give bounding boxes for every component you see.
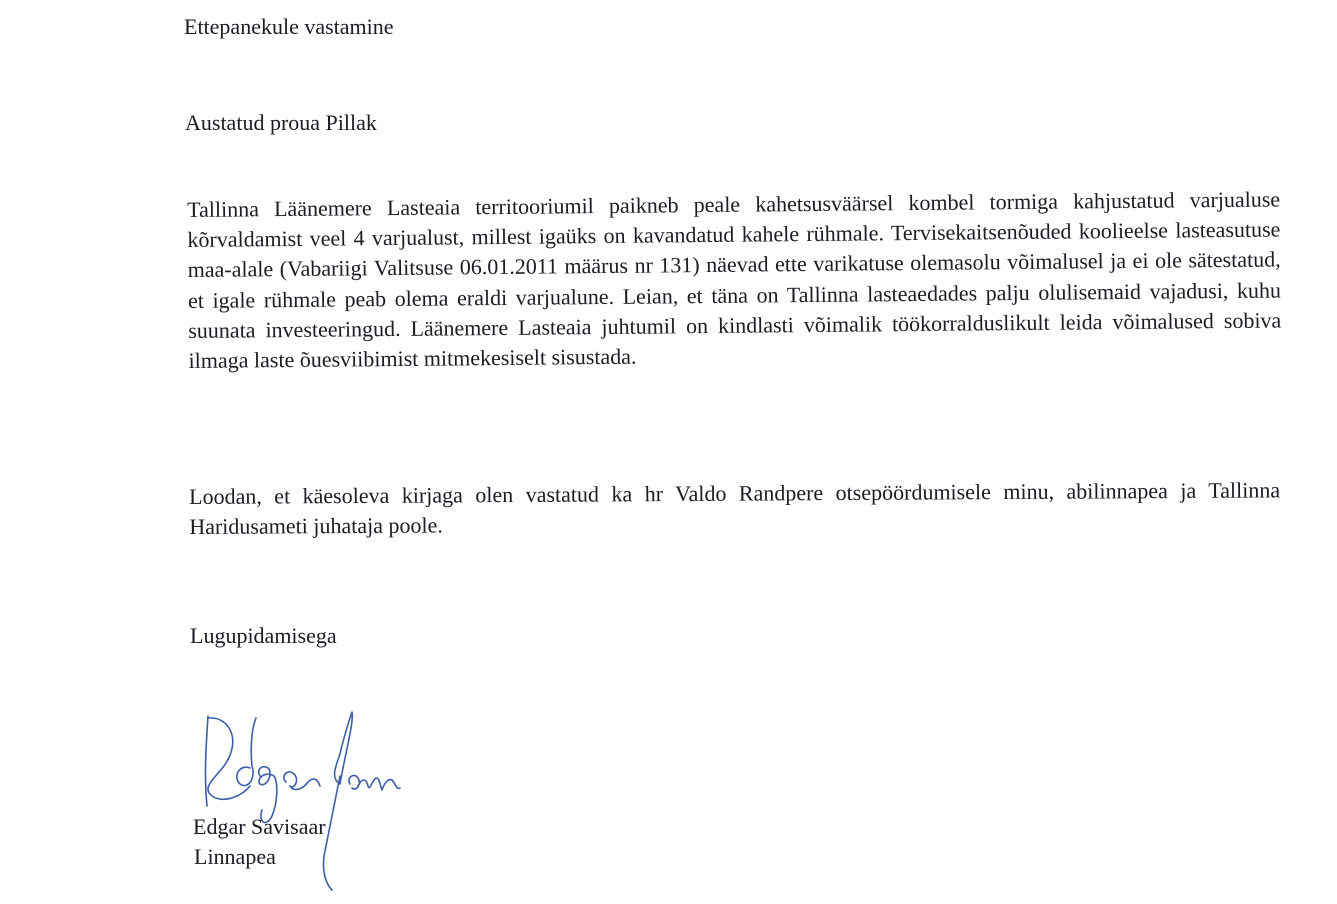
- closing: Lugupidamisega: [190, 623, 337, 648]
- body-paragraph-1: Tallinna Läänemere Lasteaia territooriumil paikneb peale kahetsusväärsel kombel tormiga kahjustatud varjualuse kõrvaldamist veel 4 varjualust, millest igaüks on kavandatud kahele rühmale. Tervisekaitsenõuded koolieelse lasteasutuse maa-alale (Vabariigi Valitsuse 06.01.2011 määrus nr 131) näevad ette varikatuse olemasolu võimalusel ja ei ole sätestatud, et igale rühmale peab olema eraldi varjualune. Leian, et täna on Tallinna lasteaedades palju olulisemaid vajadusi, kuhu suunata investeeringud. Läänemere Lasteaia juhtumil on kindlasti võimalik töökorralduslikult leida võimalused sobiva ilmaga laste õuesviibimist mitmekesiselt sisustada.: [187, 186, 1282, 374]
- body-paragraph-2: Loodan, et käesoleva kirjaga olen vastatud ka hr Valdo Randpere otsepöördumisele minu, abilinnapea ja Tallinna Haridusameti juhataja poole.: [189, 477, 1281, 540]
- letter-subject: Ettepanekule vastamine: [184, 14, 394, 39]
- signer-name: Edgar Savisaar: [193, 814, 326, 839]
- signer-title: Linnapea: [194, 844, 276, 869]
- salutation: Austatud proua Pillak: [185, 110, 377, 135]
